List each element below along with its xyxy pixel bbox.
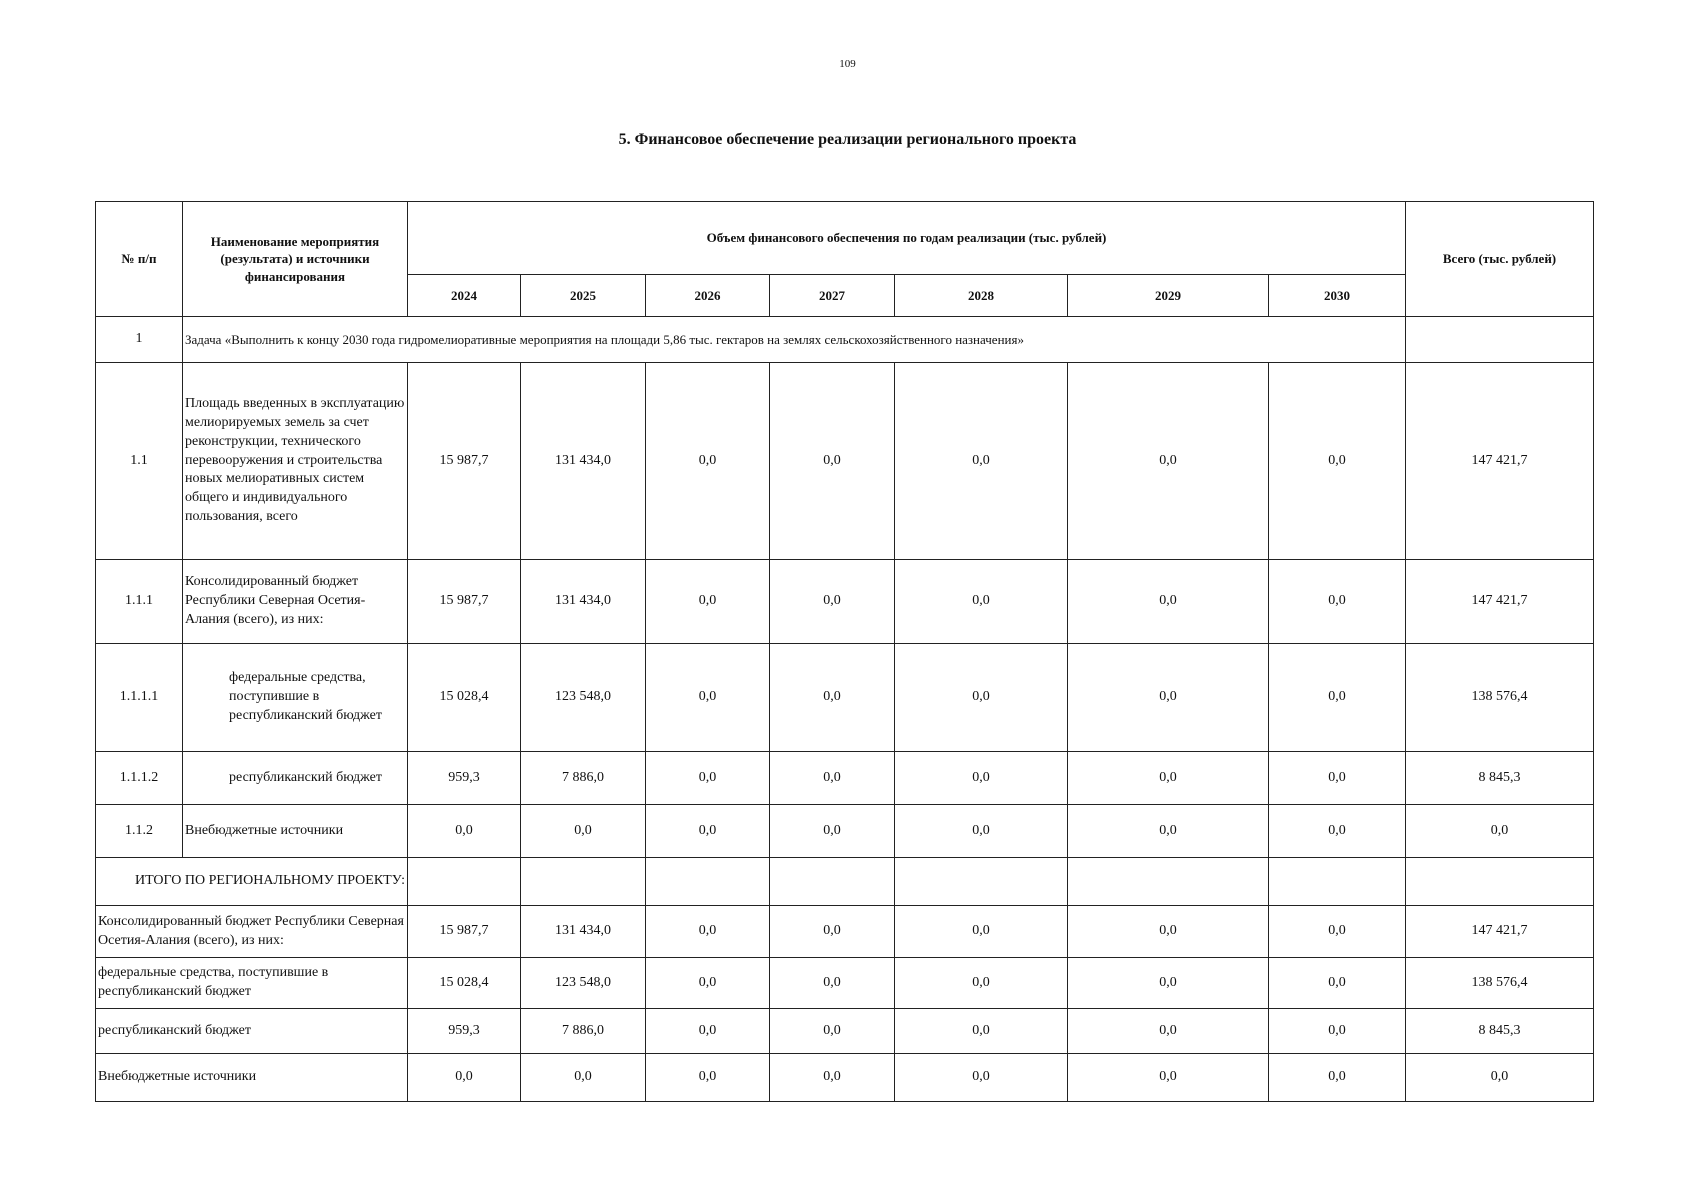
header-year: 2027 bbox=[770, 275, 895, 317]
summary-value: 123 548,0 bbox=[521, 958, 646, 1009]
header-num: № п/п bbox=[96, 202, 183, 317]
summary-name: Внебюджетные источники bbox=[96, 1054, 408, 1102]
row-value: 0,0 bbox=[1269, 805, 1406, 858]
row-value: 0,0 bbox=[1269, 752, 1406, 805]
row-name: Внебюджетные источники bbox=[183, 805, 408, 858]
row-value: 0,0 bbox=[1068, 560, 1269, 644]
row-value: 0,0 bbox=[1068, 363, 1269, 560]
empty-cell bbox=[770, 858, 895, 906]
summary-value: 0,0 bbox=[521, 1054, 646, 1102]
summary-value: 0,0 bbox=[1269, 1054, 1406, 1102]
summary-value: 0,0 bbox=[895, 958, 1068, 1009]
summary-total: 147 421,7 bbox=[1406, 906, 1594, 958]
table-row bbox=[96, 805, 1594, 858]
row-value: 0,0 bbox=[770, 752, 895, 805]
summary-value: 0,0 bbox=[1269, 958, 1406, 1009]
summary-value: 0,0 bbox=[895, 1054, 1068, 1102]
row-value: 0,0 bbox=[408, 805, 521, 858]
summary-name: федеральные средства, поступившие в республиканский бюджет bbox=[96, 958, 408, 1009]
financing-table bbox=[95, 201, 1594, 1102]
summary-value: 0,0 bbox=[895, 1009, 1068, 1054]
summary-row bbox=[96, 1009, 1594, 1054]
row-num: 1.1.1.1 bbox=[96, 644, 183, 752]
row-name: Консолидированный бюджет Республики Северная Осетия-Алания (всего), из них: bbox=[183, 560, 408, 644]
row-value: 0,0 bbox=[521, 805, 646, 858]
summary-value: 0,0 bbox=[646, 1009, 770, 1054]
header-year: 2024 bbox=[408, 275, 521, 317]
row-value: 0,0 bbox=[646, 560, 770, 644]
summary-value: 0,0 bbox=[1068, 1009, 1269, 1054]
summary-value: 0,0 bbox=[770, 1009, 895, 1054]
summary-value: 0,0 bbox=[895, 906, 1068, 958]
summary-value: 0,0 bbox=[770, 1054, 895, 1102]
summary-value: 0,0 bbox=[1269, 1009, 1406, 1054]
summary-value: 0,0 bbox=[408, 1054, 521, 1102]
summary-value: 0,0 bbox=[1068, 958, 1269, 1009]
summary-value: 0,0 bbox=[1068, 906, 1269, 958]
row-value: 0,0 bbox=[895, 560, 1068, 644]
row-num: 1.1.2 bbox=[96, 805, 183, 858]
row-value: 0,0 bbox=[646, 752, 770, 805]
row-value: 123 548,0 bbox=[521, 644, 646, 752]
empty-cell bbox=[408, 858, 521, 906]
row-value: 15 987,7 bbox=[408, 363, 521, 560]
page-number: 109 bbox=[839, 58, 856, 70]
row-num: 1.1 bbox=[96, 363, 183, 560]
task-text: Задача «Выполнить к концу 2030 года гидромелиоративные мероприятия на площади 5,86 тыс. гектаров на землях сельскохозяйственного назначения» bbox=[183, 317, 1406, 363]
row-value: 0,0 bbox=[646, 644, 770, 752]
row-value: 959,3 bbox=[408, 752, 521, 805]
row-name: Площадь введенных в эксплуатацию мелиорируемых земель за счет реконструкции, технического перевооружения и строительства новых мелиоративных систем общего и индивидуального пользования, всего bbox=[183, 363, 408, 560]
summary-name: республиканский бюджет bbox=[96, 1009, 408, 1054]
row-name: республиканский бюджет bbox=[183, 752, 408, 805]
row-value: 0,0 bbox=[646, 805, 770, 858]
row-value: 0,0 bbox=[895, 752, 1068, 805]
row-value: 0,0 bbox=[1269, 363, 1406, 560]
summary-row bbox=[96, 958, 1594, 1009]
row-value: 0,0 bbox=[1269, 644, 1406, 752]
empty-cell bbox=[646, 858, 770, 906]
row-value: 0,0 bbox=[895, 805, 1068, 858]
row-name: федеральные средства, поступившие в республиканский бюджет bbox=[183, 644, 408, 752]
summary-value: 959,3 bbox=[408, 1009, 521, 1054]
header-year: 2026 bbox=[646, 275, 770, 317]
summary-value: 0,0 bbox=[646, 906, 770, 958]
header-year: 2030 bbox=[1269, 275, 1406, 317]
row-value: 15 987,7 bbox=[408, 560, 521, 644]
empty-cell bbox=[1406, 858, 1594, 906]
summary-name: Консолидированный бюджет Республики Северная Осетия-Алания (всего), из них: bbox=[96, 906, 408, 958]
summary-value: 15 987,7 bbox=[408, 906, 521, 958]
row-value: 0,0 bbox=[1269, 560, 1406, 644]
header-year: 2028 bbox=[895, 275, 1068, 317]
row-value: 0,0 bbox=[1068, 644, 1269, 752]
header-volume: Объем финансового обеспечения по годам реализации (тыс. рублей) bbox=[408, 202, 1406, 275]
row-value: 0,0 bbox=[1068, 752, 1269, 805]
row-total: 147 421,7 bbox=[1406, 560, 1594, 644]
row-value: 131 434,0 bbox=[521, 363, 646, 560]
summary-value: 131 434,0 bbox=[521, 906, 646, 958]
header-total: Всего (тыс. рублей) bbox=[1406, 202, 1594, 317]
summary-row bbox=[96, 1054, 1594, 1102]
row-total: 0,0 bbox=[1406, 805, 1594, 858]
row-value: 0,0 bbox=[895, 363, 1068, 560]
row-total: 138 576,4 bbox=[1406, 644, 1594, 752]
row-value: 0,0 bbox=[770, 560, 895, 644]
empty-cell bbox=[895, 858, 1068, 906]
row-value: 0,0 bbox=[770, 363, 895, 560]
summary-title-row bbox=[96, 858, 1594, 906]
summary-value: 0,0 bbox=[646, 1054, 770, 1102]
empty-cell bbox=[521, 858, 646, 906]
row-value: 0,0 bbox=[895, 644, 1068, 752]
row-value: 0,0 bbox=[770, 805, 895, 858]
task-row bbox=[96, 317, 1594, 363]
row-num: 1.1.1 bbox=[96, 560, 183, 644]
empty-cell bbox=[1269, 858, 1406, 906]
row-total: 8 845,3 bbox=[1406, 752, 1594, 805]
task-num: 1 bbox=[96, 317, 183, 363]
empty-cell bbox=[1068, 858, 1269, 906]
task-total bbox=[1406, 317, 1594, 363]
summary-value: 0,0 bbox=[646, 958, 770, 1009]
summary-total: 0,0 bbox=[1406, 1054, 1594, 1102]
header-year: 2029 bbox=[1068, 275, 1269, 317]
summary-title: ИТОГО ПО РЕГИОНАЛЬНОМУ ПРОЕКТУ: bbox=[96, 858, 408, 906]
summary-value: 15 028,4 bbox=[408, 958, 521, 1009]
row-value: 0,0 bbox=[1068, 805, 1269, 858]
summary-total: 8 845,3 bbox=[1406, 1009, 1594, 1054]
summary-value: 0,0 bbox=[1269, 906, 1406, 958]
row-value: 15 028,4 bbox=[408, 644, 521, 752]
summary-value: 0,0 bbox=[1068, 1054, 1269, 1102]
table-row bbox=[96, 560, 1594, 644]
table-row bbox=[96, 644, 1594, 752]
table-row bbox=[96, 363, 1594, 560]
header-name: Наименование мероприятия (результата) и источники финансирования bbox=[183, 202, 408, 317]
row-total: 147 421,7 bbox=[1406, 363, 1594, 560]
summary-total: 138 576,4 bbox=[1406, 958, 1594, 1009]
page-title: 5. Финансовое обеспечение реализации регионального проекта bbox=[618, 131, 1077, 148]
summary-value: 0,0 bbox=[770, 906, 895, 958]
row-value: 0,0 bbox=[770, 644, 895, 752]
summary-value: 7 886,0 bbox=[521, 1009, 646, 1054]
row-value: 7 886,0 bbox=[521, 752, 646, 805]
row-value: 131 434,0 bbox=[521, 560, 646, 644]
header-year: 2025 bbox=[521, 275, 646, 317]
table-row bbox=[96, 752, 1594, 805]
summary-value: 0,0 bbox=[770, 958, 895, 1009]
row-num: 1.1.1.2 bbox=[96, 752, 183, 805]
summary-row bbox=[96, 906, 1594, 958]
header-row-1 bbox=[96, 202, 1594, 275]
row-value: 0,0 bbox=[646, 363, 770, 560]
